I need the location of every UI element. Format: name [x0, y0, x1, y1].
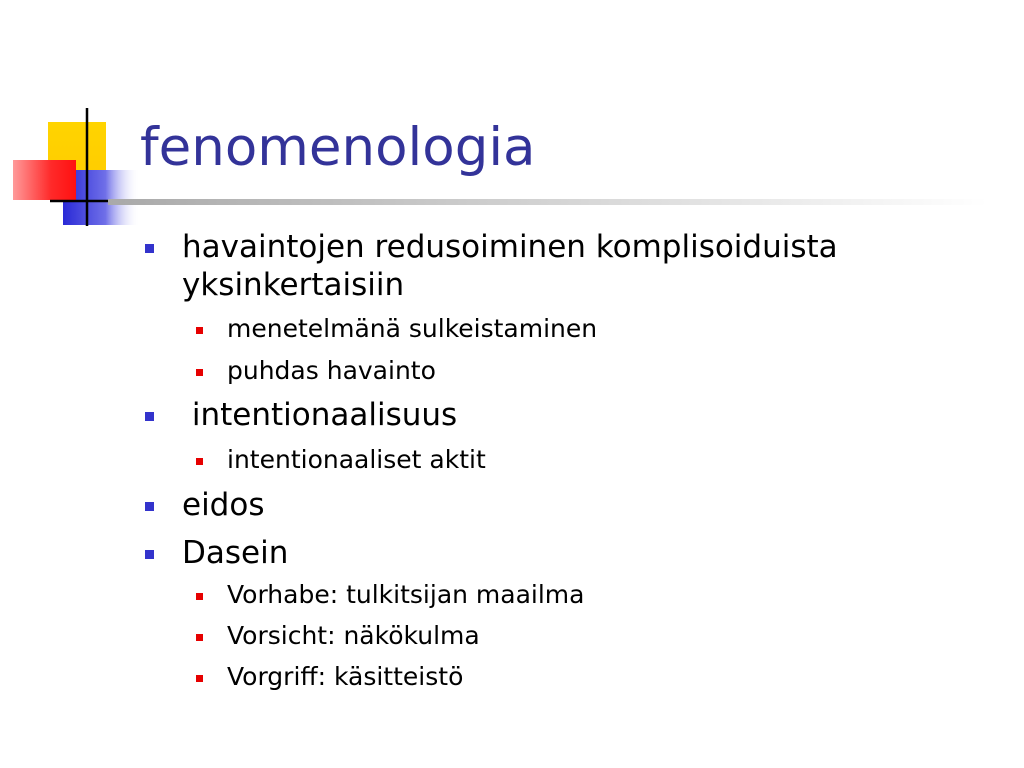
bullet-square-blue — [145, 550, 154, 559]
sub-bullet-text: menetelmänä sulkeistaminen — [227, 314, 598, 343]
bullet-text-line: havaintojen redusoiminen komplisoiduista — [182, 229, 838, 265]
sub-bullet-text: puhdas havainto — [227, 356, 436, 385]
sub-bullet-text: Vorhabe: tulkitsijan maailma — [227, 580, 585, 609]
bullet-square-red — [196, 593, 203, 600]
bullet-square-red — [196, 327, 203, 334]
sub-bullet-text: intentionaaliset aktit — [227, 445, 486, 474]
bullet-square-blue — [145, 412, 154, 421]
bullet-square-red — [196, 369, 203, 376]
bullet-square-red — [196, 634, 203, 641]
bullet-text-line: yksinkertaisiin — [182, 267, 405, 303]
slide-title: fenomenologia — [140, 117, 536, 178]
bullet-square-blue — [145, 502, 154, 511]
sub-bullet-text: Vorsicht: näkökulma — [227, 621, 480, 650]
bullet-square-blue — [145, 244, 154, 253]
bullet-square-red — [196, 675, 203, 682]
bullet-text: eidos — [182, 487, 265, 523]
bullet-text: intentionaalisuus — [182, 397, 458, 433]
bullet-square-red — [196, 458, 203, 465]
sub-bullet-text: Vorgriff: käsitteistö — [227, 662, 464, 691]
bullet-text: Dasein — [182, 535, 289, 571]
